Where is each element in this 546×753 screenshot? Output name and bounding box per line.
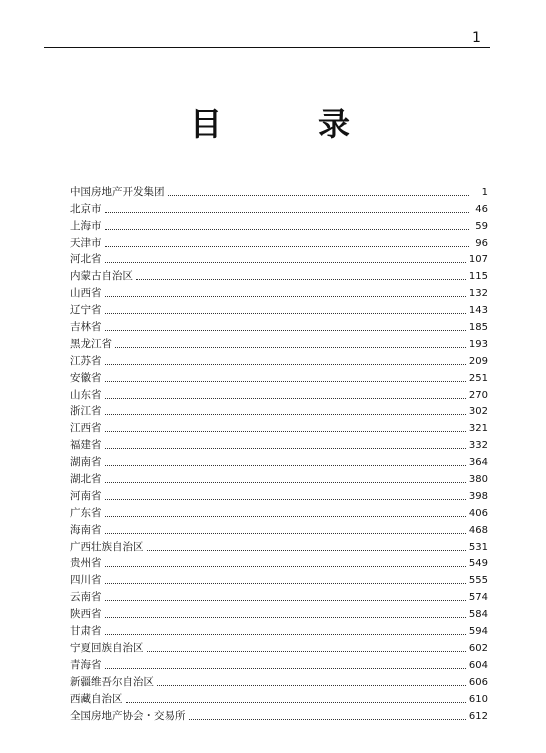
toc-entry[interactable]: [70, 266, 488, 283]
toc-leader-dots: [105, 262, 466, 263]
toc-title-char-1: 目: [190, 105, 223, 143]
toc-leader-dots: [147, 651, 466, 652]
toc-entry-label: 新疆维吾尔自治区: [70, 675, 154, 688]
toc-entry[interactable]: [70, 385, 488, 402]
toc-entry-page: 380: [468, 474, 488, 486]
toc-leader-dots: [105, 212, 470, 213]
toc-entry[interactable]: [70, 689, 488, 706]
toc-entry-label: 吉林省: [70, 321, 102, 334]
toc-leader-dots: [105, 583, 466, 584]
toc-entry[interactable]: [70, 706, 488, 723]
toc-entry-label: 贵州省: [70, 557, 102, 570]
toc-entry-page: 555: [468, 575, 488, 587]
toc-entry[interactable]: [70, 621, 488, 638]
toc-leader-dots: [105, 516, 466, 517]
toc-leader-dots: [105, 431, 466, 432]
toc-entry-page: 602: [468, 642, 488, 654]
toc-entry[interactable]: [70, 317, 488, 334]
toc-leader-dots: [105, 566, 466, 567]
toc-entry-page: 398: [468, 490, 488, 502]
toc-entry-page: 270: [468, 389, 488, 401]
toc-list: [70, 182, 488, 723]
toc-entry[interactable]: [70, 587, 488, 604]
toc-entry[interactable]: [70, 486, 488, 503]
toc-entry-page: 406: [468, 507, 488, 519]
toc-entry-page: 115: [468, 271, 488, 283]
toc-entry-label: 宁夏回族自治区: [70, 641, 144, 654]
toc-leader-dots: [105, 634, 466, 635]
toc-entry-page: 610: [468, 693, 488, 705]
toc-entry-page: 612: [468, 710, 488, 722]
toc-entry-page: 332: [468, 440, 488, 452]
toc-entry-label: 青海省: [70, 658, 102, 671]
toc-leader-dots: [157, 685, 466, 686]
toc-entry-page: 531: [468, 541, 488, 553]
toc-entry-label: 江苏省: [70, 354, 102, 367]
toc-entry[interactable]: [70, 638, 488, 655]
toc-leader-dots: [105, 364, 466, 365]
toc-entry-label: 海南省: [70, 523, 102, 536]
toc-leader-dots: [105, 482, 466, 483]
toc-entry[interactable]: [70, 604, 488, 621]
toc-entry-page: 302: [468, 406, 488, 418]
toc-leader-dots: [105, 668, 466, 669]
toc-entry[interactable]: [70, 250, 488, 267]
toc-leader-dots: [105, 313, 466, 314]
toc-entry[interactable]: [70, 503, 488, 520]
toc-leader-dots: [115, 347, 466, 348]
toc-entry[interactable]: [70, 655, 488, 672]
toc-leader-dots: [105, 499, 466, 500]
toc-entry-page: 549: [468, 558, 488, 570]
toc-entry[interactable]: [70, 435, 488, 452]
toc-entry-page: 143: [468, 305, 488, 317]
toc-entry[interactable]: [70, 368, 488, 385]
toc-entry[interactable]: [70, 520, 488, 537]
toc-entry[interactable]: [70, 469, 488, 486]
toc-entry-label: 山西省: [70, 287, 102, 300]
toc-entry-label: 辽宁省: [70, 304, 102, 317]
page-number: 1: [472, 30, 481, 46]
toc-entry-label: 上海市: [70, 219, 102, 232]
toc-entry-label: 河南省: [70, 489, 102, 502]
toc-entry[interactable]: [70, 402, 488, 419]
toc-entry-page: 321: [468, 423, 488, 435]
toc-entry-label: 四川省: [70, 574, 102, 587]
toc-entry-page: 59: [475, 220, 488, 232]
toc-entry[interactable]: [70, 300, 488, 317]
toc-entry-page: 584: [468, 609, 488, 621]
toc-entry-label: 甘肃省: [70, 625, 102, 638]
toc-entry-label: 中国房地产开发集团: [70, 185, 165, 198]
toc-leader-dots: [105, 398, 466, 399]
toc-entry[interactable]: [70, 554, 488, 571]
toc-entry-label: 山东省: [70, 388, 102, 401]
toc-entry-label: 云南省: [70, 591, 102, 604]
toc-entry-label: 天津市: [70, 236, 102, 249]
toc-entry-label: 北京市: [70, 202, 102, 215]
toc-entry[interactable]: [70, 452, 488, 469]
toc-entry-page: 107: [468, 254, 488, 266]
toc-entry-page: 185: [468, 322, 488, 334]
toc-leader-dots: [105, 600, 466, 601]
toc-leader-dots: [126, 702, 466, 703]
toc-entry-label: 黑龙江省: [70, 337, 112, 350]
toc-leader-dots: [105, 448, 466, 449]
toc-entry-page: 251: [468, 372, 488, 384]
toc-entry-page: 606: [468, 676, 488, 688]
toc-entry[interactable]: [70, 182, 488, 199]
toc-entry-page: 132: [468, 288, 488, 300]
toc-title-char-2: 录: [318, 105, 351, 143]
toc-leader-dots: [105, 246, 470, 247]
toc-entry[interactable]: [70, 233, 488, 250]
toc-title: [0, 104, 546, 144]
toc-entry-page: 364: [468, 457, 488, 469]
toc-entry[interactable]: [70, 283, 488, 300]
toc-leader-dots: [105, 414, 466, 415]
toc-entry[interactable]: [70, 199, 488, 216]
toc-leader-dots: [105, 381, 466, 382]
toc-entry-label: 西藏自治区: [70, 692, 123, 705]
toc-entry-page: 46: [475, 203, 488, 215]
toc-leader-dots: [189, 719, 466, 720]
toc-leader-dots: [105, 330, 466, 331]
toc-entry[interactable]: [70, 351, 488, 368]
toc-entry-label: 湖北省: [70, 473, 102, 486]
toc-entry-label: 浙江省: [70, 405, 102, 418]
toc-entry-page: 209: [468, 355, 488, 367]
toc-entry-page: 1: [481, 186, 488, 198]
toc-entry-page: 604: [468, 659, 488, 671]
toc-leader-dots: [105, 296, 466, 297]
toc-entry[interactable]: [70, 570, 488, 587]
toc-leader-dots: [105, 229, 470, 230]
toc-entry[interactable]: [70, 418, 488, 435]
toc-leader-dots: [105, 617, 466, 618]
toc-entry-page: 594: [468, 626, 488, 638]
toc-leader-dots: [136, 279, 466, 280]
toc-leader-dots: [105, 465, 466, 466]
toc-leader-dots: [105, 533, 466, 534]
toc-entry-label: 湖南省: [70, 456, 102, 469]
toc-entry-page: 468: [468, 524, 488, 536]
toc-entry[interactable]: [70, 672, 488, 689]
toc-entry[interactable]: [70, 334, 488, 351]
toc-entry-label: 安徽省: [70, 371, 102, 384]
toc-entry-label: 全国房地产协会・交易所: [70, 709, 186, 722]
toc-entry-label: 福建省: [70, 439, 102, 452]
toc-entry-label: 河北省: [70, 253, 102, 266]
toc-entry-page: 193: [468, 338, 488, 350]
header-rule: [44, 47, 490, 48]
toc-entry-label: 内蒙古自治区: [70, 270, 133, 283]
toc-entry[interactable]: [70, 216, 488, 233]
toc-leader-dots: [168, 195, 470, 196]
toc-entry[interactable]: [70, 537, 488, 554]
toc-leader-dots: [147, 550, 466, 551]
toc-entry-label: 广西壮族自治区: [70, 540, 144, 553]
toc-entry-label: 陕西省: [70, 608, 102, 621]
toc-entry-page: 96: [475, 237, 488, 249]
toc-entry-label: 广东省: [70, 506, 102, 519]
toc-entry-page: 574: [468, 592, 488, 604]
toc-entry-label: 江西省: [70, 422, 102, 435]
